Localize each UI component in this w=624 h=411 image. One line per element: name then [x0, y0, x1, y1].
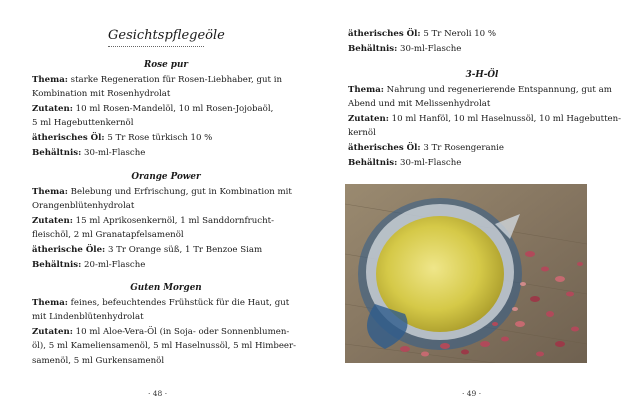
oil-jug-photo [345, 184, 587, 363]
text-line: ätherisches Öl: 5 Tr Neroli 10 % [348, 29, 497, 39]
text-line: fleischöl, 2 ml Granatapfelsamenöl [32, 230, 184, 241]
text-line: ätherisches Öl: 5 Tr Rose türkisch 10 % [32, 132, 213, 143]
recipe-3-h-oel [348, 68, 622, 170]
continued-recipe [348, 27, 616, 56]
text-line: Orangenblütenhydrolat [32, 201, 135, 212]
text-line: Abend und mit Melissenhydrolat [348, 99, 491, 110]
text-line: Thema: feines, befeuchtendes Frühstück für die Haut, gut [32, 297, 290, 308]
text-line: Behältnis: 30-ml-Flasche [348, 157, 462, 168]
text-line: samenöl, 5 ml Gurkensamenöl [32, 355, 165, 366]
text-line: ätherische Öle: 3 Tr Orange süß, 1 Tr Benzoe Siam [32, 244, 263, 255]
recipe-title: 3-H-Öl [465, 70, 499, 80]
text-line: kernöl [348, 128, 376, 139]
recipe-title: Orange Power [131, 172, 201, 182]
recipe-orange-power [32, 170, 300, 272]
text-line: 5 ml Hagebuttenkernöl [32, 118, 134, 129]
heading-rule [108, 46, 204, 47]
text-line: Zutaten: 10 ml Hanföl, 10 ml Haselnussöl, 10 ml Hagebutten- [348, 113, 622, 124]
text-line: Thema: Belebung und Erfrischung, gut in Kombination mit [32, 186, 292, 197]
page-number: · 48 · [148, 389, 168, 398]
page-heading: Gesichtspflegeöle [108, 28, 225, 43]
text-line: ätherisches Öl: 3 Tr Rosengeranie [348, 142, 504, 153]
text-line: öl), 5 ml Kameliensamenöl, 5 ml Haselnussöl, 5 ml Himbeer- [32, 341, 297, 352]
recipe-title: Rose pur [144, 60, 188, 70]
text-line: Thema: starke Regeneration für Rosen-Liebhaber, gut in [32, 74, 282, 85]
text-line: Behältnis: 30-ml-Flasche [348, 43, 462, 54]
page-number: · 49 · [462, 389, 482, 398]
text-line: Kombination mit Rosenhydrolat [32, 89, 171, 100]
recipe-title: Guten Morgen [130, 283, 202, 293]
text-line: Behältnis: 30-ml-Flasche [32, 147, 146, 158]
text-line: Zutaten: 15 ml Aprikosenkernöl, 1 ml Sanddornfrucht- [32, 215, 274, 226]
text-line: Thema: Nahrung und regenerierende Entspannung, gut am [348, 84, 612, 95]
text-line: Behältnis: 20-ml-Flasche [32, 259, 146, 270]
text-line: mit Lindenblütenhydrolat [32, 312, 144, 323]
recipe-guten-morgen [32, 281, 300, 369]
text-line: Zutaten: 10 ml Aloe-Vera-Öl (in Soja- oder Sonnenblumen- [32, 326, 290, 337]
text-line: Zutaten: 10 ml Rosen-Mandelöl, 10 ml Rosen-Jojobaöl, [32, 103, 274, 114]
recipe-rose-pur [32, 58, 300, 160]
